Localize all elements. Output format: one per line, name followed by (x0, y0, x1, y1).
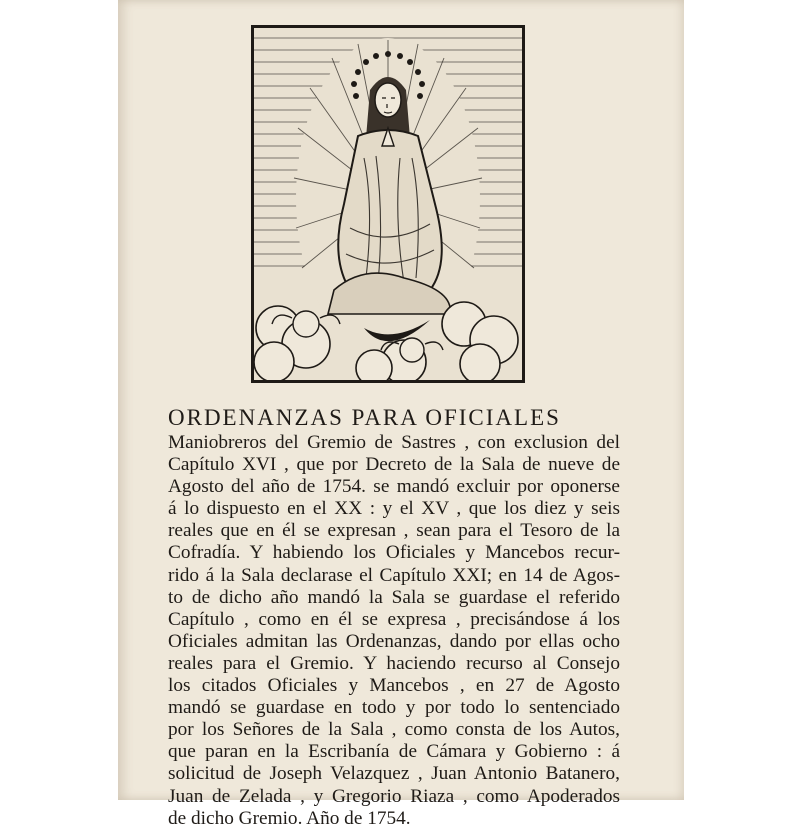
woodcut-illustration (251, 25, 525, 383)
text-line: Maniobreros del Gremio de Sastres , con exclusion del (168, 432, 620, 453)
text-line: Juan de Zelada , y Gregorio Riaza , como Apoderados (168, 785, 620, 807)
text-line: por los Señores de la Sala , como consta de los Autos, (168, 719, 620, 741)
text-line: reales para el Gremio. Y haciendo recurso al Consejo (168, 652, 620, 674)
text-line: reales que en él se expresan , sean para el Tesoro de la (168, 520, 620, 542)
text-line: á lo dispuesto en el XX : y el XV , que los diez y seis (168, 498, 620, 520)
text-line: to de dicho año mandó la Sala se guardase el referido (168, 586, 620, 608)
text-line: los citados Oficiales y Mancebos , en 27 de Agosto (168, 675, 620, 697)
ordinance-text (168, 404, 620, 830)
text-line: que paran en la Escribanía de Cámara y Gobierno : á (168, 741, 620, 763)
virgin-mary-woodcut-icon (254, 28, 522, 380)
text-line: Capítulo , como en él se expresa , precisándose á los (168, 608, 620, 630)
text-line: Capítulo XVI , que por Decreto de la Sala de nueve de (168, 454, 620, 476)
text-line: de dicho Gremio. Año de 1754. (168, 807, 411, 829)
text-line: Oficiales admitan las Ordenanzas, dando por ellas ocho (168, 630, 620, 652)
text-line: rido á la Sala declarase el Capítulo XXI; en 14 de Agos- (168, 564, 620, 586)
text-line: solicitud de Joseph Velazquez , Juan Antonio Batanero, (168, 763, 620, 785)
text-line: Agosto del año de 1754. se mandó excluir por oponerse (168, 476, 620, 498)
ordinance-heading: ORDENANZAS PARA OFICIALES (168, 405, 561, 430)
text-line: mandó se guardase en todo y por todo lo sentenciado (168, 697, 620, 719)
text-line: Cofradía. Y habiendo los Oficiales y Mancebos recur- (168, 542, 620, 564)
